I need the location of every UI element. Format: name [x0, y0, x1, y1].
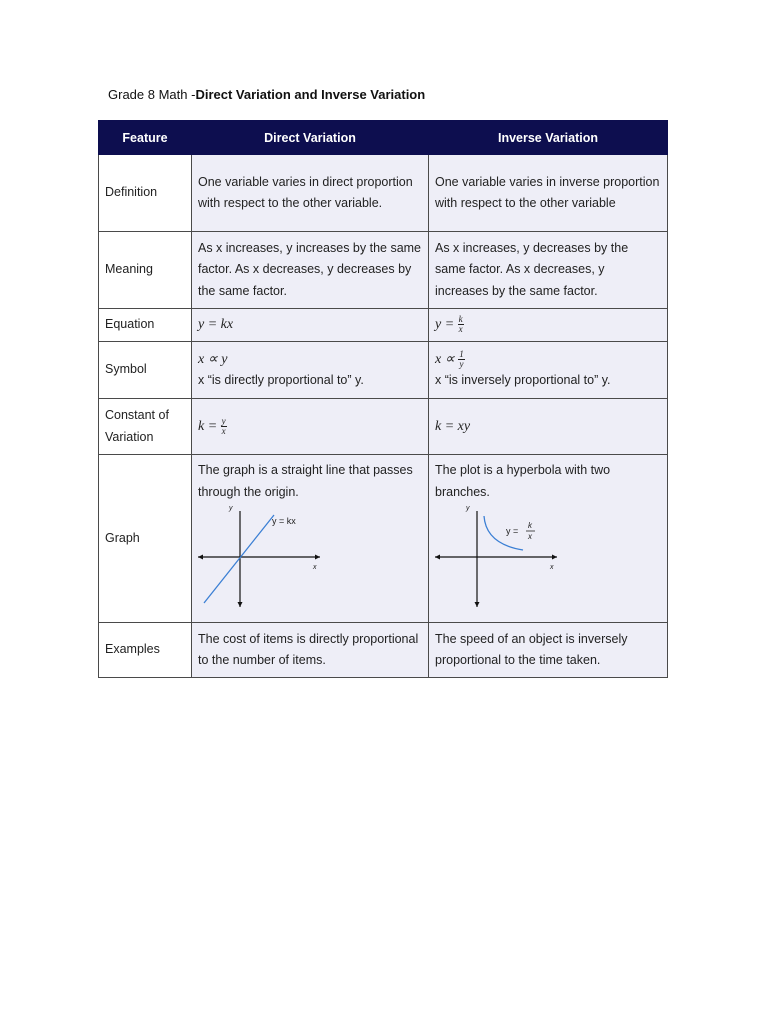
title-main: Direct Variation and Inverse Variation [195, 87, 426, 102]
inverse-variation-graph [435, 505, 565, 613]
fraction-numerator: 1 [459, 348, 464, 359]
feature-label-line1: Constant of [105, 408, 169, 422]
inverse-symbol-text: x “is inversely proportional to” y. [435, 373, 611, 387]
feature-label: Examples [99, 623, 192, 678]
x-axis-arrow-right [552, 555, 557, 560]
direct-cell [192, 342, 429, 399]
inverse-cell [429, 342, 668, 399]
feature-label [99, 399, 192, 455]
fraction-numerator: k [458, 314, 463, 325]
x-axis-arrow-left [435, 555, 440, 560]
inverse-cell [429, 455, 668, 623]
curve-label-denominator: x [528, 532, 532, 541]
fraction-denominator: x [458, 324, 463, 335]
inverse-cell [429, 399, 668, 455]
direct-symbol-text: x “is directly proportional to” y. [198, 373, 364, 387]
inverse-cell: One variable varies in inverse proportion with respect to the other variable [429, 155, 668, 232]
row-definition [99, 155, 668, 232]
inverse-symbol-lhs: x ∝ [435, 351, 455, 367]
row-examples [99, 623, 668, 678]
feature-label: Meaning [99, 232, 192, 309]
fraction-numerator: y [221, 415, 226, 426]
header-direct: Direct Variation [192, 121, 429, 155]
y-axis-label: y [229, 505, 233, 512]
inverse-cell [429, 309, 668, 342]
fraction-denominator: x [221, 425, 226, 436]
inverse-cell: As x increases, y decreases by the same factor. As x decreases, y increases by the same factor. [429, 232, 668, 309]
direct-variation-graph [198, 505, 328, 613]
inverse-equation-lhs: y = [435, 317, 455, 333]
inverse-cell: The speed of an object is inversely proportional to the time taken. [429, 623, 668, 678]
feature-label: Equation [99, 309, 192, 342]
x-axis-arrow-left [198, 555, 203, 560]
direct-cell [192, 399, 429, 455]
direct-cell: One variable varies in direct proportion with respect to the other variable. [192, 155, 429, 232]
direct-cell: As x increases, y increases by the same factor. As x decreases, y decreases by the same factor. [192, 232, 429, 309]
curve-label-lhs: y = [506, 526, 519, 536]
direct-symbol: x ∝ y [198, 351, 228, 367]
header-row [99, 121, 668, 155]
row-graph [99, 455, 668, 623]
curve-label-numerator: k [528, 521, 532, 530]
line-label: y = kx [272, 516, 296, 526]
title-prefix: Grade 8 Math - [108, 87, 196, 102]
inverse-symbol-fraction [458, 350, 465, 369]
feature-label-line2: Variation [105, 429, 154, 444]
row-constant [99, 399, 668, 455]
x-axis-arrow-right [315, 555, 320, 560]
fraction-denominator: y [459, 358, 464, 369]
direct-graph-text: The graph is a straight line that passes through the origin. [198, 463, 413, 499]
header-feature: Feature [99, 121, 192, 155]
feature-label: Symbol [99, 342, 192, 399]
x-axis-label: x [313, 564, 317, 571]
feature-label: Definition [99, 155, 192, 232]
row-meaning [99, 232, 668, 309]
direct-equation: y = kx [198, 317, 234, 333]
row-symbol [99, 342, 668, 399]
y-axis-arrow-down [475, 602, 480, 607]
direct-constant-fraction [221, 417, 227, 436]
page-title [108, 87, 425, 102]
header-inverse: Inverse Variation [429, 121, 668, 155]
direct-constant-lhs: k = [198, 418, 218, 434]
y-axis-arrow-down [238, 602, 243, 607]
direct-cell [192, 455, 429, 623]
inverse-graph-text: The plot is a hyperbola with two branches. [435, 463, 611, 499]
direct-cell [192, 309, 429, 342]
direct-line [204, 515, 274, 603]
direct-cell: The cost of items is directly proportional to the number of items. [192, 623, 429, 678]
y-axis-label: y [466, 505, 470, 512]
feature-label: Graph [99, 455, 192, 623]
x-axis-label: x [550, 564, 554, 571]
row-equation [99, 309, 668, 342]
inverse-constant: k = xy [435, 418, 471, 434]
inverse-equation-fraction [458, 315, 464, 334]
comparison-table [98, 120, 668, 678]
